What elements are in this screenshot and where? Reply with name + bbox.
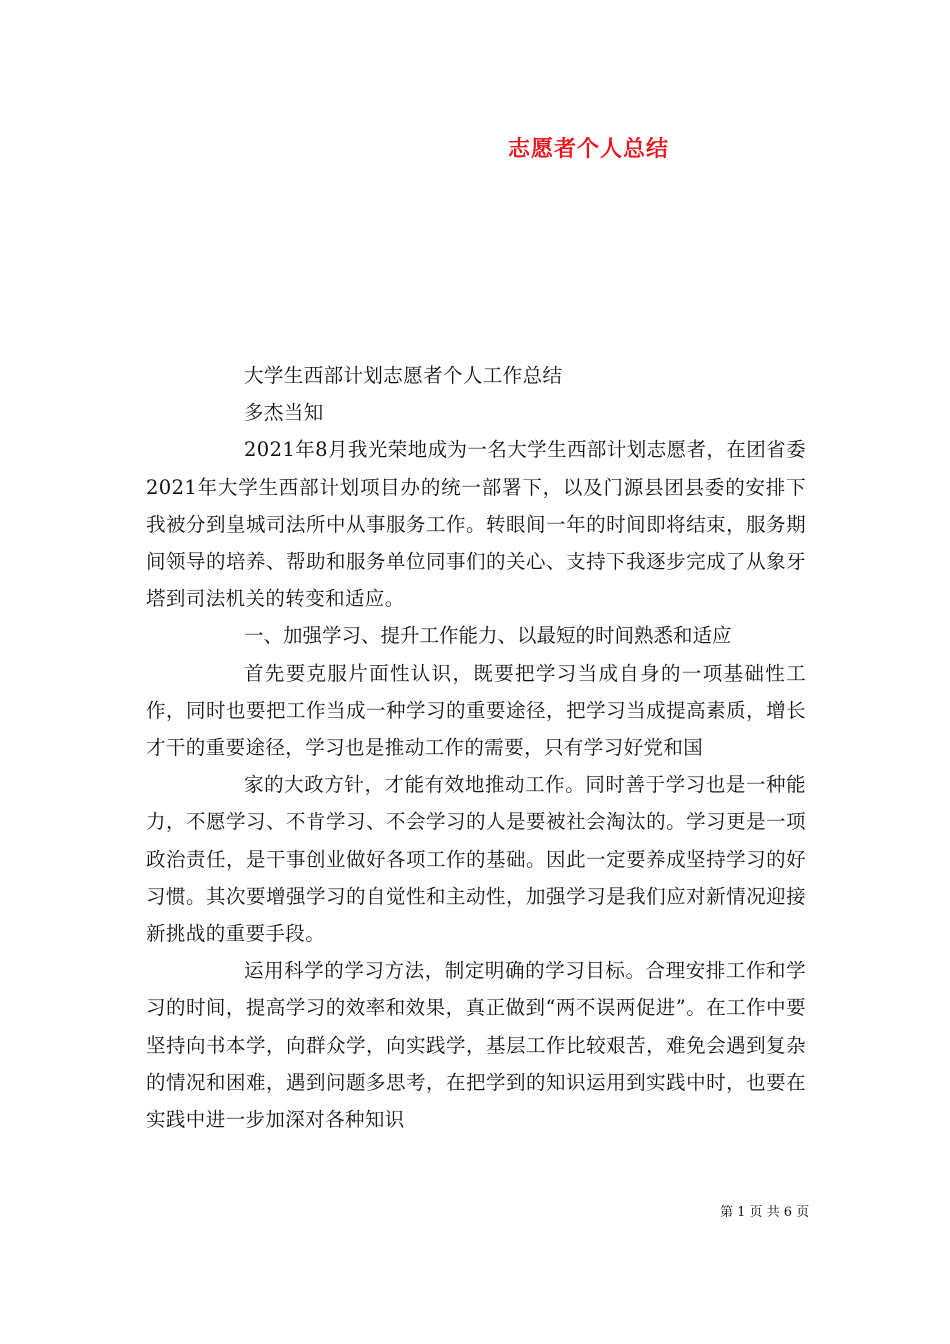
body-paragraph-1: 首先要克服片面性认识，既要把学习当成自身的一项基础性工作，同时也要把工作当成一种学习的重要途径，把学习当成提高素质，增长才干的重要途径，学习也是推动工作的需要，只有学习好党和国 <box>146 661 806 760</box>
body-paragraph-3: 运用科学的学习方法，制定明确的学习目标。合理安排工作和学习的时间，提高学习的效率和效果，真正做到“两不误两促进”。在工作中要坚持向书本学，向群众学，向实践学，基层工作比较艰苦，难免会遇到复杂的情况和困难，遇到问题多思考，在把学到的知识运用到实践中时，也要在实践中进一步加深对各种知识 <box>146 959 806 1132</box>
subtitle-paragraph: 大学生西部计划志愿者个人工作总结 <box>244 364 563 387</box>
page-number-footer: 第 1 页 共 6 页 <box>720 1205 810 1220</box>
intro-paragraph: 2021年8月我光荣地成为一名大学生西部计划志愿者，在团省委2021年大学生西部计划项目办的统一部署下，以及门源县团县委的安排下我被分到皇城司法所中从事服务工作。转眼间一年的时间即将结束，服务期间领导的培养、帮助和服务单位同事们的关心、支持下我逐步完成了从象牙塔到司法机关的转变和适应。 <box>146 438 806 611</box>
section-heading-1: 一、加强学习、提升工作能力、以最短的时间熟悉和适应 <box>244 624 732 648</box>
author-paragraph: 多杰当知 <box>244 401 324 425</box>
document-body <box>146 357 806 1138</box>
body-paragraph-2: 家的大政方针，才能有效地推动工作。同时善于学习也是一种能力，不愿学习、不肯学习、不会学习的人是要被社会淘汰的。学习更是一项政治责任，是干事创业做好各项工作的基础。因此一定要养成坚持学习的好习惯。其次要增强学习的自觉性和主动性，加强学习是我们应对新情况迎接新挑战的重要手段。 <box>146 773 806 946</box>
document-title: 志愿者个人总结 <box>508 137 670 162</box>
